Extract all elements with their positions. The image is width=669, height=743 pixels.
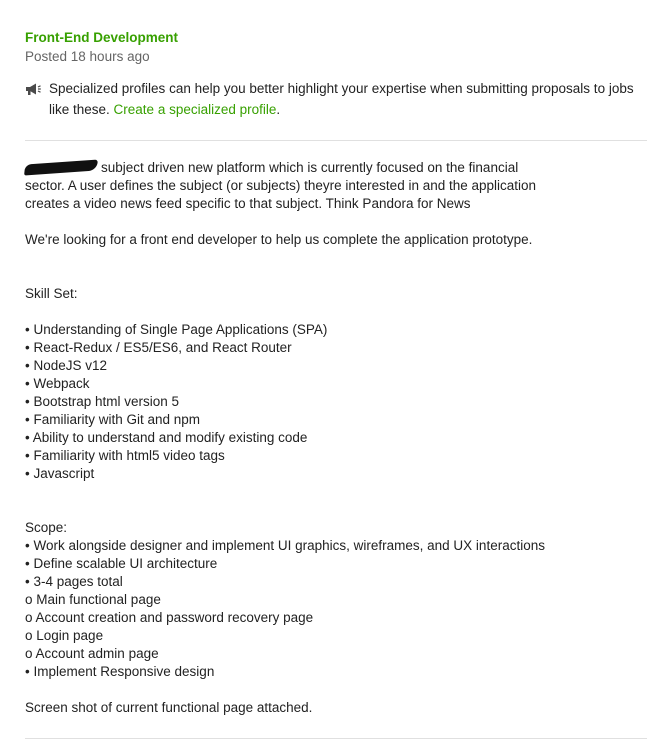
job-title-link[interactable]: Front-End Development	[25, 30, 179, 45]
job-description	[25, 159, 647, 717]
notice-period: .	[276, 102, 281, 117]
intro-text: subject driven new platform which is currently focused on the financial	[101, 160, 519, 175]
skill-item: • Understanding of Single Page Applications (SPA)	[25, 322, 328, 337]
notice-message: Specialized profiles can help you better highlight your expertise when submitting proposals to jobs like these.	[49, 81, 634, 117]
scope-item: • Define scalable UI architecture	[25, 556, 218, 571]
looking-for-text: We're looking for a front end developer to help us complete the application prototype.	[25, 232, 533, 247]
closing-text: Screen shot of current functional page attached.	[25, 700, 313, 715]
skill-item: • Familiarity with html5 video tags	[25, 448, 225, 463]
scope-item: • 3-4 pages total	[25, 574, 123, 589]
scope-item: o Main functional page	[25, 592, 161, 607]
scope-heading: Scope:	[25, 520, 68, 535]
skills-heading: Skill Set:	[25, 286, 78, 301]
divider	[25, 140, 647, 141]
scope-item: o Account admin page	[25, 646, 159, 661]
skill-item: • Javascript	[25, 466, 95, 481]
skill-item: • Webpack	[25, 376, 90, 391]
description-line	[25, 159, 647, 177]
notice-text	[49, 78, 647, 120]
description-line: creates a video news feed specific to that subject. Think Pandora for News	[25, 196, 471, 211]
scope-item: • Implement Responsive design	[25, 664, 215, 679]
skill-item: • Familiarity with Git and npm	[25, 412, 201, 427]
divider	[25, 738, 647, 739]
posted-time: Posted 18 hours ago	[25, 49, 150, 64]
skill-item: • Bootstrap html version 5	[25, 394, 180, 409]
scope-item: o Account creation and password recovery page	[25, 610, 314, 625]
redacted-company-name	[24, 160, 98, 176]
skill-item: • React-Redux / ES5/ES6, and React Router	[25, 340, 292, 355]
skill-item: • NodeJS v12	[25, 358, 108, 373]
description-line: sector. A user defines the subject (or subjects) theyre interested in and the application	[25, 178, 537, 193]
megaphone-icon	[25, 82, 41, 96]
skill-item: • Ability to understand and modify existing code	[25, 430, 308, 445]
scope-item: • Work alongside designer and implement UI graphics, wireframes, and UX interactions	[25, 538, 545, 553]
scope-item: o Login page	[25, 628, 104, 643]
create-specialized-profile-link[interactable]: Create a specialized profile	[113, 102, 277, 117]
